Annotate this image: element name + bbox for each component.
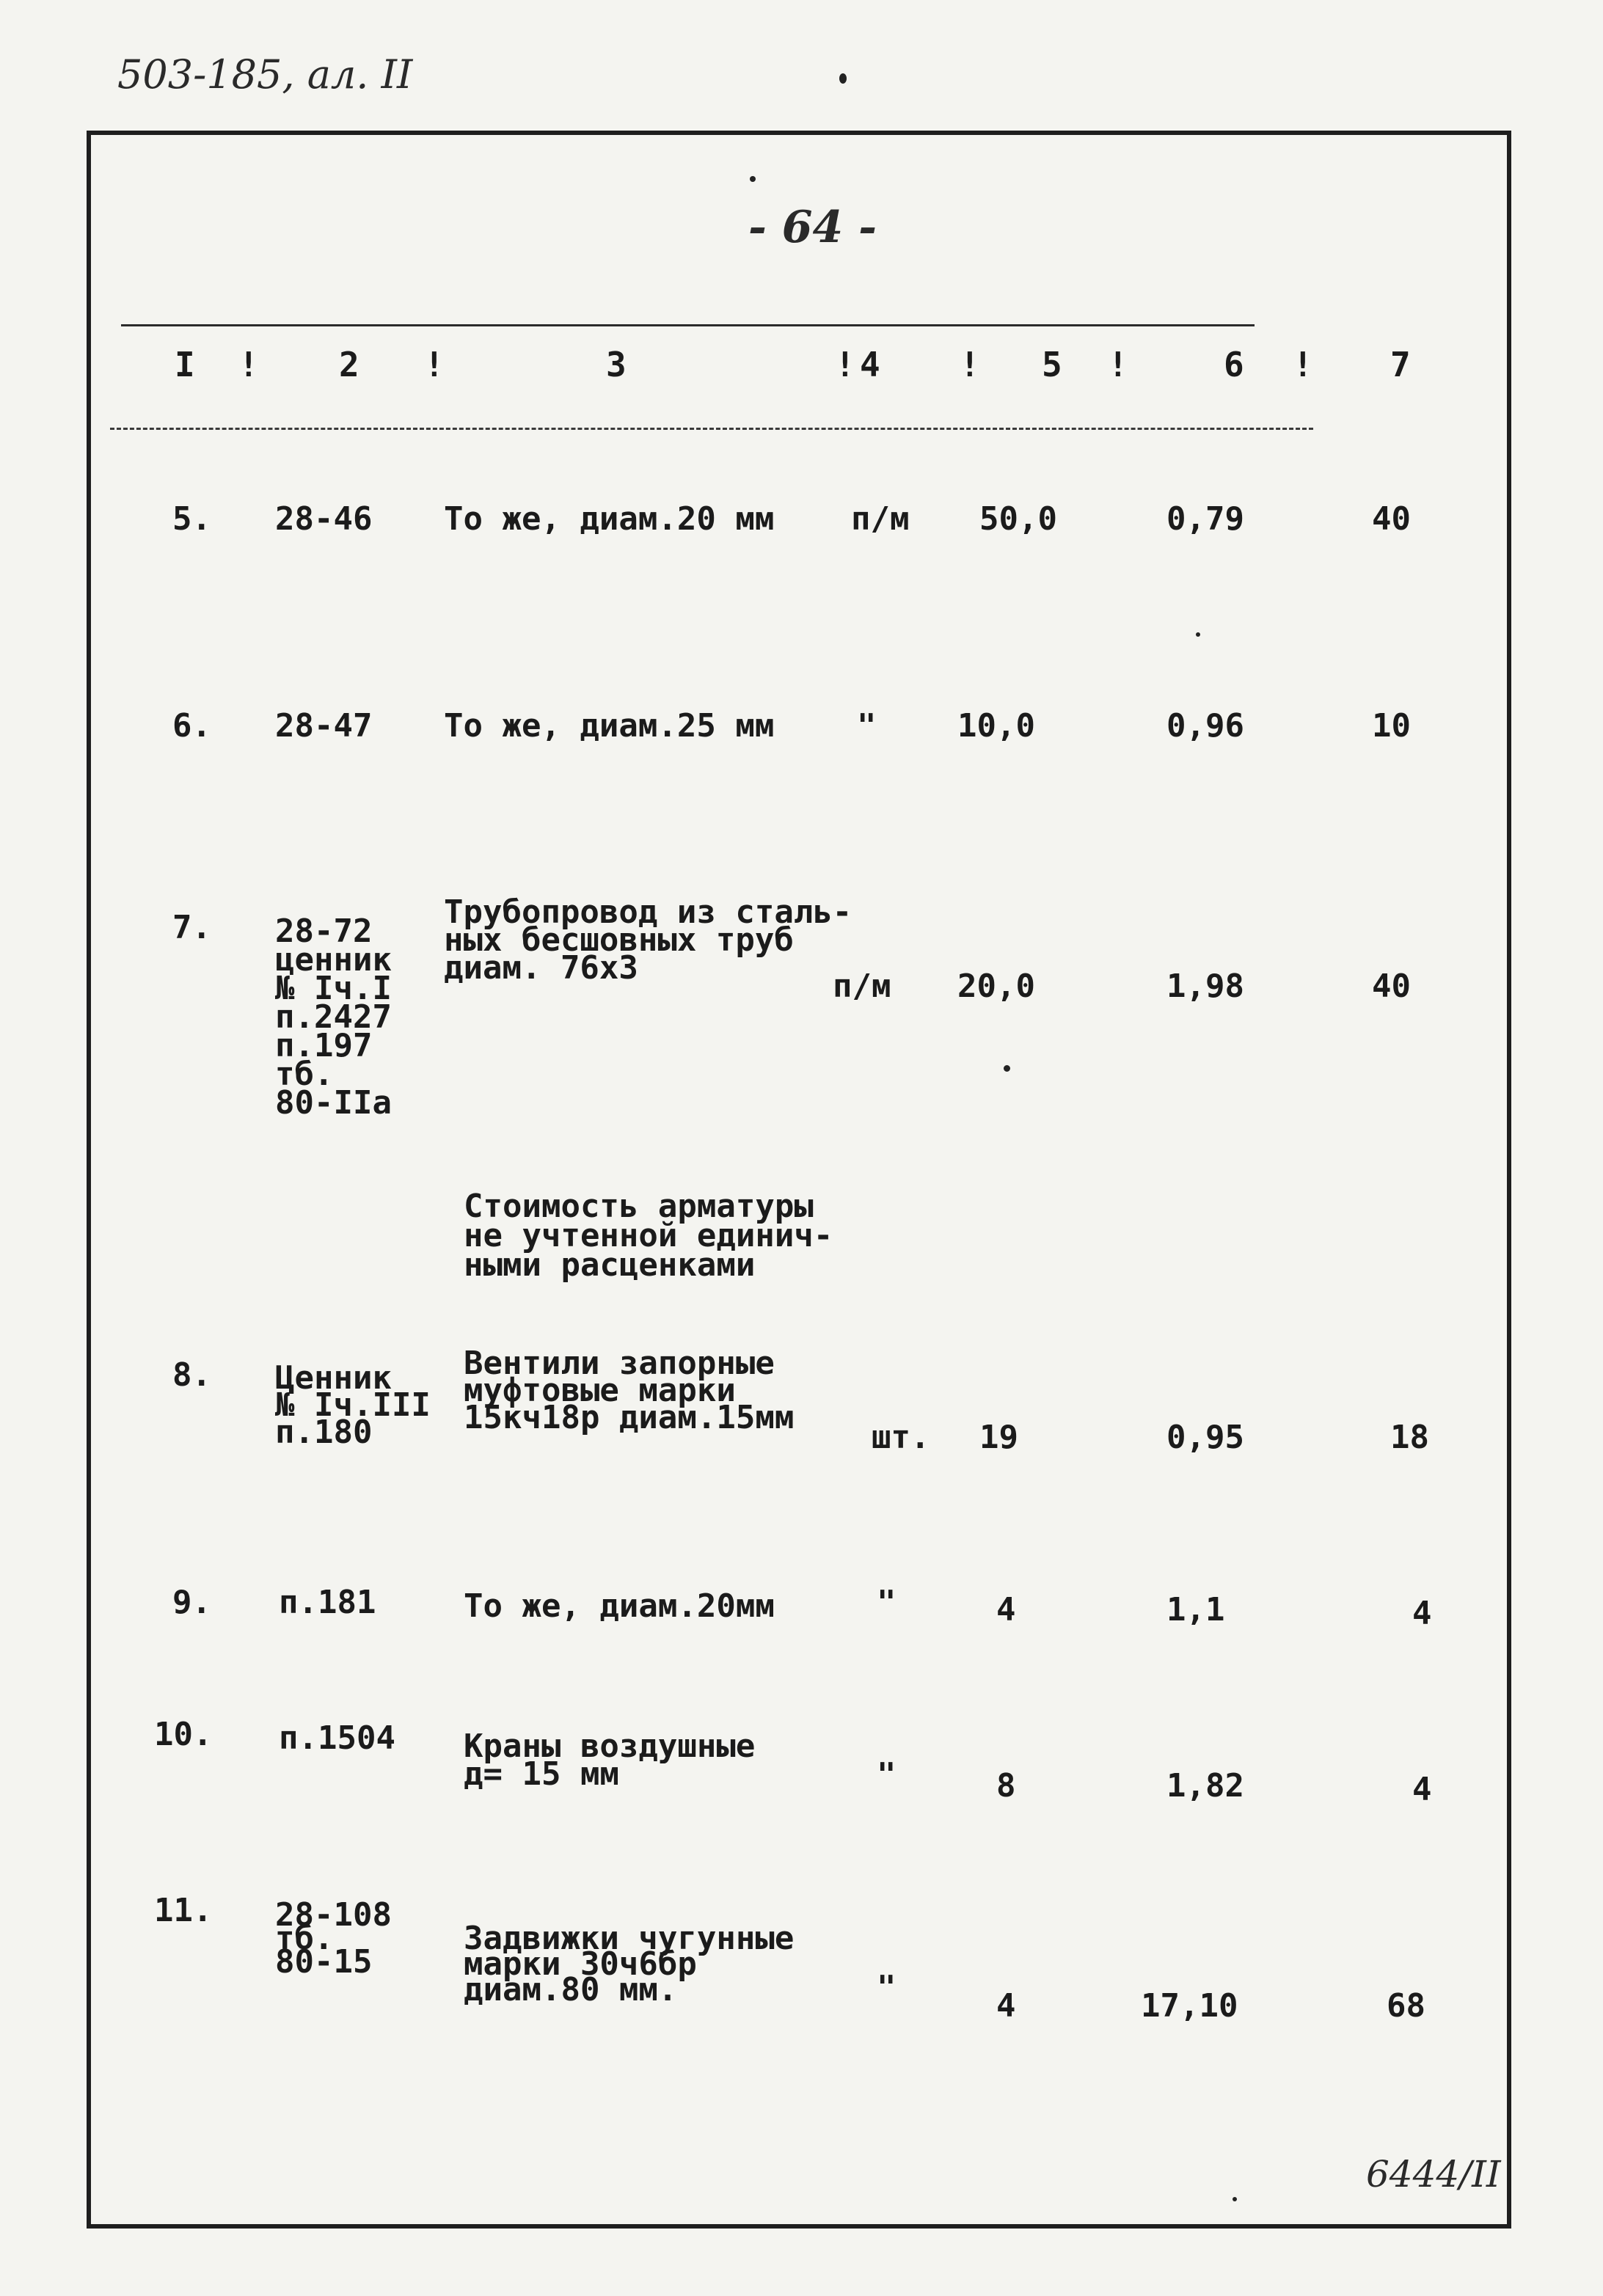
col-separator: ! [238, 345, 259, 384]
row-unit-price: 1,1 [1166, 1591, 1225, 1628]
sheet-code: 6444/II [1366, 2153, 1501, 2196]
col-header-5: 5 [1042, 345, 1062, 384]
row-code: п.1504 [279, 1719, 395, 1757]
row-unit-price: 0,95 [1166, 1419, 1244, 1456]
row-description: Вентили запорные муфтовые марки 15кч18р диам.15мм [464, 1345, 795, 1436]
row-unit-price: 0,96 [1166, 707, 1244, 745]
row-number: 11. [154, 1892, 213, 1929]
row-unit: " [857, 707, 877, 745]
row-unit-price: 1,98 [1166, 968, 1244, 1005]
col-header-6: 6 [1224, 345, 1244, 384]
row-unit: " [877, 1584, 897, 1621]
row-code: 28-46 [275, 500, 373, 538]
col-header-4: 4 [860, 345, 880, 384]
row-code: п.181 [279, 1584, 376, 1621]
row-code: 28-108 тб. 80-15 [275, 1896, 392, 1981]
row-unit: шт. [872, 1419, 930, 1456]
row-total: 10 [1372, 707, 1411, 745]
row-unit: п/м [851, 500, 910, 538]
col-separator: ! [960, 345, 980, 384]
row-quantity: 4 [996, 1987, 1016, 2025]
row-number: 7. [172, 909, 211, 946]
row-unit-price: 0,79 [1166, 500, 1244, 538]
row-quantity: 50,0 [979, 500, 1057, 538]
row-quantity: 8 [996, 1767, 1016, 1805]
row-number: 8. [172, 1356, 211, 1394]
col-header-7: 7 [1390, 345, 1411, 384]
col-separator: ! [1108, 345, 1128, 384]
col-header-3: 3 [606, 345, 627, 384]
section-note: Стоимость арматуры не учтенной единич- ными расценками [464, 1188, 833, 1284]
row-description: То же, диам.20мм [464, 1587, 775, 1625]
row-total: 4 [1412, 1771, 1432, 1808]
row-description: Задвижки чугунные марки 30ч6бр диам.80 мм. [464, 1920, 795, 2008]
scan-speck [1196, 632, 1200, 637]
col-separator: ! [424, 345, 445, 384]
col-header-2: 2 [339, 345, 359, 384]
col-header-1: I [175, 345, 195, 384]
header-top-rule [121, 324, 1255, 326]
scan-speck [839, 73, 847, 84]
row-total: 18 [1390, 1419, 1429, 1456]
row-total: 40 [1372, 500, 1411, 538]
row-unit: " [877, 1756, 897, 1794]
row-number: 10. [154, 1716, 213, 1753]
scan-speck [1004, 1065, 1010, 1072]
row-description: То же, диам.20 мм [444, 500, 775, 538]
row-number: 6. [172, 707, 211, 745]
row-unit-price: 1,82 [1166, 1767, 1244, 1805]
header-bottom-rule [110, 428, 1313, 430]
col-separator: ! [1293, 345, 1313, 384]
row-code: 28-72 ценник № Iч.I п.2427 п.197 тб. 80-IIа [275, 913, 392, 1122]
doc-reference: 503-185, ал. II [117, 51, 413, 98]
row-description: То же, диам.25 мм [444, 707, 775, 745]
row-code: 28-47 [275, 707, 373, 745]
row-unit-price: 17,10 [1141, 1987, 1238, 2025]
row-quantity: 10,0 [957, 707, 1035, 745]
row-unit: " [877, 1969, 897, 2006]
row-quantity: 19 [979, 1419, 1018, 1456]
row-code: Ценник № Iч.III п.180 [275, 1359, 431, 1451]
col-separator: ! [835, 345, 855, 384]
row-total: 4 [1412, 1595, 1432, 1632]
scan-speck [1233, 2197, 1237, 2201]
scan-speck [750, 176, 756, 182]
page-number: - 64 - [748, 202, 877, 253]
row-quantity: 4 [996, 1591, 1016, 1628]
row-description: Трубопровод из сталь- ных бесшовных труб диам. 76x3 [444, 893, 852, 987]
row-description: Краны воздушные д= 15 мм [464, 1728, 756, 1793]
row-number: 9. [172, 1584, 211, 1621]
row-total: 40 [1372, 968, 1411, 1005]
row-unit: п/м [833, 968, 891, 1005]
row-total: 68 [1387, 1987, 1425, 2025]
row-quantity: 20,0 [957, 968, 1035, 1005]
row-number: 5. [172, 500, 211, 538]
